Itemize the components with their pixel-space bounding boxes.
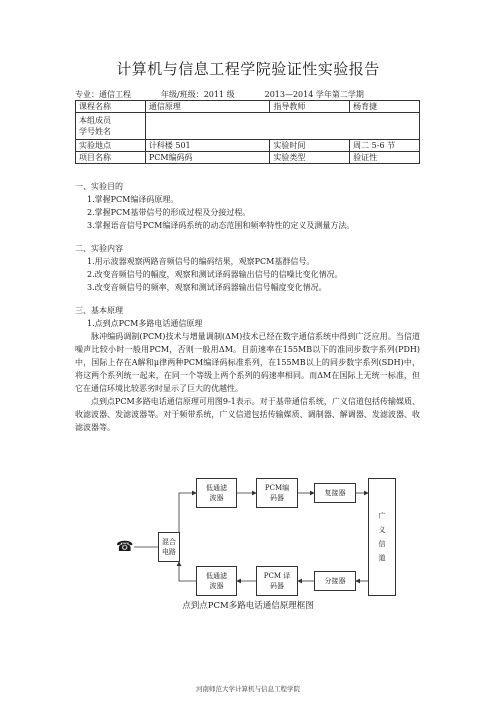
- box-label: 波器: [209, 494, 224, 502]
- report-title: 计算机与信息工程学院验证性实验报告: [116, 60, 380, 78]
- demultiplexer-box: [314, 571, 356, 591]
- page-footer: 河南师范大学计算机与信息工程学院: [196, 685, 300, 693]
- table-cell: 计科楼 501: [145, 140, 270, 152]
- list-item: 3.改变音频信号的频率，观察和测试译码器输出信号幅度变化情况。: [87, 283, 327, 292]
- section-heading: 三、基本原理: [75, 306, 123, 315]
- table-cell: 验证性: [350, 152, 420, 164]
- pcm-decoder-box: [256, 566, 298, 596]
- list-item: 3.掌握语音信号PCM编译码系统的动态范围和频率特性的定义及测量方法。: [87, 221, 355, 230]
- table-row: [76, 140, 420, 152]
- paragraph: 脉冲编码调制(PCM)技术与增量调制(ΔM)技术已经在数字通信系统中得到广泛应用。当信道噪声比较小时一般用PCM，否则一般用ΔM。目前速率在155MB以下的准同步数字系列(PDH)中，国际上存在A解和μ律两种PCM编译码标准系列，在155MB以上的同步数字系列(SDH)中，将这两个系列统一起来，在同一个等级上两个系列的码速率相同。而ΔM在国际上无统一标准，但它在通信环境比较恶劣时显示了巨大的优越性。: [75, 332, 420, 393]
- box-label: PCM 译: [263, 572, 291, 580]
- box-label: 码器: [270, 582, 284, 590]
- members-label: 本组成员: [79, 116, 111, 125]
- list-item: 1.掌握PCM编译码原理。: [87, 195, 179, 204]
- box-label: 波器: [209, 582, 224, 590]
- lpf-receive-box: [196, 566, 237, 596]
- lpf-transmit-box: [196, 478, 237, 508]
- list-item: 2.掌握PCM基带信号的形成过程及分接过程。: [87, 208, 251, 217]
- multiplexer-box: [314, 483, 356, 503]
- table-cell: PCM编码码: [145, 152, 270, 164]
- box-label: 低通滤: [206, 484, 227, 492]
- table-row: [76, 152, 420, 164]
- box-label: 码器: [270, 494, 284, 502]
- student-id-label: 学号姓名: [79, 127, 111, 136]
- generalized-channel-box: [368, 478, 396, 596]
- table-cell: 通信原理: [145, 101, 270, 113]
- telephone-icon: ☎: [116, 539, 134, 555]
- grade-label: 年级/班级：2011 级: [161, 90, 235, 99]
- section-heading: 一、实验目的: [75, 182, 123, 191]
- table-cell: 实验时间: [270, 140, 350, 152]
- table-cell: [76, 113, 146, 140]
- section-heading: 二、实验内容: [75, 244, 123, 253]
- diagram-connectors: [110, 474, 400, 614]
- pcm-encoder-box: [256, 478, 298, 508]
- box-label: 低通滤: [206, 572, 227, 580]
- box-label: 广: [378, 512, 386, 520]
- table-cell: 实验类型: [270, 152, 350, 164]
- table-row: [76, 113, 420, 140]
- box-label: 复接器: [324, 489, 346, 497]
- box-label: 分接器: [324, 577, 346, 585]
- hybrid-circuit-box: [158, 532, 180, 562]
- table-cell: 周二 5-6 节: [350, 140, 420, 152]
- box-label: PCM编: [264, 484, 290, 492]
- members-cell: [145, 113, 419, 140]
- table-cell: 课程名称: [76, 101, 146, 113]
- table-row: [76, 101, 420, 113]
- term-label: 2013—2014 学年第二学期: [264, 90, 364, 99]
- subsection-heading: 1.点到点PCM多路电话通信原理: [87, 319, 203, 328]
- box-label: 义: [378, 526, 386, 534]
- table-cell: 指导教师: [270, 101, 350, 113]
- pcm-block-diagram: [110, 474, 400, 614]
- diagram-caption: 点到点PCM多路电话通信原理框图: [182, 601, 314, 611]
- paragraph: 点到点PCM多路电话通信原理可用图9-1表示。对于基带通信系统，广义信道包括传输媒质、收滤波器、发滤波器等。对于频带系统，广义信道包括传输媒质、调制器、解调器、发滤波器、收滤波器等。: [75, 397, 420, 432]
- info-table: [75, 100, 420, 164]
- box-label: 道: [378, 554, 386, 562]
- major-label: 专业：通信工程: [75, 90, 131, 99]
- table-cell: 实验地点: [76, 140, 146, 152]
- list-item: 1.用示波器观察两路音频信号的编码结果，观察PCM基群信号。: [87, 257, 315, 266]
- list-item: 2.改变音频信号的幅度，观察和测试译码器输出信号的信噪比变化情况。: [87, 270, 343, 279]
- box-label: 信: [378, 540, 386, 548]
- table-cell: 杨育捷: [350, 101, 420, 113]
- report-body: [75, 180, 420, 434]
- meta-line: [75, 89, 425, 100]
- table-cell: 项目名称: [76, 152, 146, 164]
- box-label: 混合: [162, 538, 176, 546]
- box-label: 电路: [162, 548, 176, 556]
